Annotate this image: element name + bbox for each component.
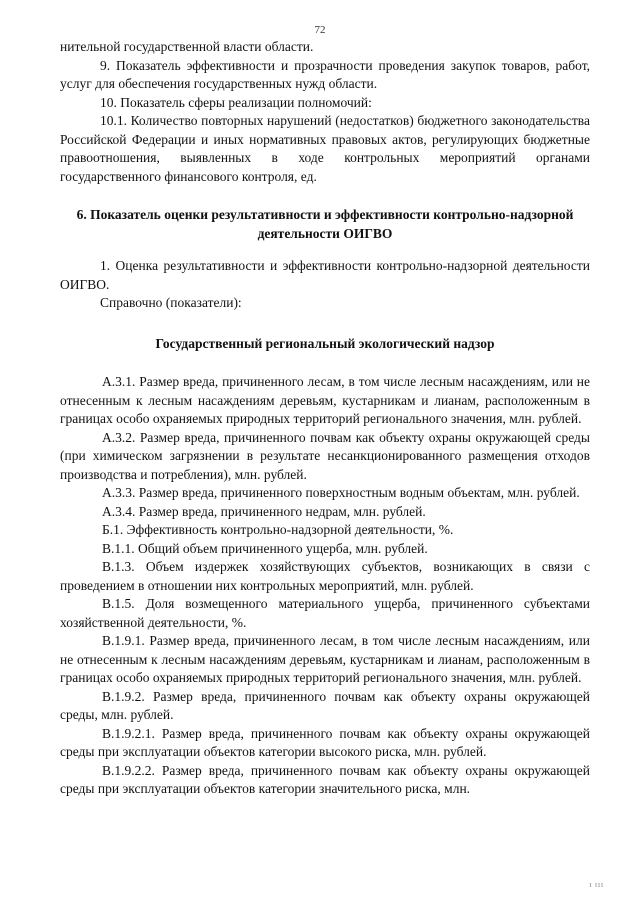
indicator-b-1: Б.1. Эффективность контрольно-надзорной деятельности, %. — [102, 522, 454, 537]
page-number: 72 — [314, 24, 326, 36]
section-heading: 6. Показатель оценки результативности и эффективности контрольно-надзорной деятельности ОИГВО — [76, 207, 574, 241]
subsection-heading: Государственный региональный экологический надзор — [155, 335, 495, 351]
indicator-v-1-9-1: В.1.9.1. Размер вреда, причиненного лесам, в том числе лесным насаждениям, или не отнесенным к лесным насаждениям деревьям, кустарникам и лианам, расположенным в границах особо охраняемых природных территорий регионального значения, млн. рублей. — [60, 633, 590, 685]
indicator-v-1-1: В.1.1. Общий объем причиненного ущерба, млн. рублей. — [102, 540, 428, 556]
indicator-v-1-9-2-1: В.1.9.2.1. Размер вреда, причиненного почвам как объекту охраны окружающей среды при эксплуатации объектов категории высокого риска, млн. рублей. — [60, 725, 590, 759]
indicator-v-1-9-2-2: В.1.9.2.2. Размер вреда, причиненного почвам как объекту охраны окружающей среды при эксплуатации объектов категории значительного риска, млн. — [60, 762, 590, 796]
indicator-a-3-4: А.3.4. Размер вреда, причиненного недрам, млн. рублей. — [102, 503, 426, 519]
indicator-v-1-5: В.1.5. Доля возмещенного материального ущерба, причиненного субъектами хозяйственной деятельности, %. — [60, 596, 590, 630]
indicator-a-3-2: А.3.2. Размер вреда, причиненного почвам как объекту охраны окружающей среды (при химическом загрязнении в результате несанкционированного размещения отходов производства и потребления), млн. рублей. — [60, 429, 590, 482]
document-body — [60, 38, 590, 799]
indicator-v-1-3: В.1.3. Объем издержек хозяйствующих субъектов, возникающих в связи с проведением в отношении них контрольных мероприятий, млн. рублей. — [60, 559, 590, 593]
indicator-v-1-9-2: В.1.9.2. Размер вреда, причиненного почвам как объекту охраны окружающей среды, млн. рублей. — [60, 688, 590, 722]
indicator-list — [60, 373, 590, 799]
paragraph-assessment: 1. Оценка результативности и эффективности контрольно-надзорной деятельности ОИГВО. — [60, 258, 590, 292]
paragraph-continuation: нительной государственной власти области. — [60, 39, 314, 54]
paragraph-item-10: 10. Показатель сферы реализации полномочий: — [100, 94, 372, 110]
indicator-a-3-3: А.3.3. Размер вреда, причиненного поверхностным водным объектам, млн. рублей. — [102, 485, 580, 500]
indicator-a-3-1: А.3.1. Размер вреда, причиненного лесам, в том числе лесным насаждениям, или не отнесенным к лесным насаждениям деревьям, кустарникам и лианам, расположенным в границах особо охраняемых природных территорий регионального значения, млн. рублей. — [60, 374, 590, 426]
paragraph-item-9: 9. Показатель эффективности и прозрачности проведения закупок товаров, работ, услуг для обеспечения государственных нужд области. — [60, 57, 590, 91]
paragraph-reference: Справочно (показатели): — [100, 295, 242, 310]
paragraph-item-10-1: 10.1. Количество повторных нарушений (недостатков) бюджетного законодательства Российской Федерации и иных нормативных правовых актов, регулирующих бюджетные правоотношения, выявленных в ходе контрольных мероприятий органами государственного финансового контроля, ед. — [60, 113, 590, 184]
scan-mark: I III — [589, 883, 604, 889]
